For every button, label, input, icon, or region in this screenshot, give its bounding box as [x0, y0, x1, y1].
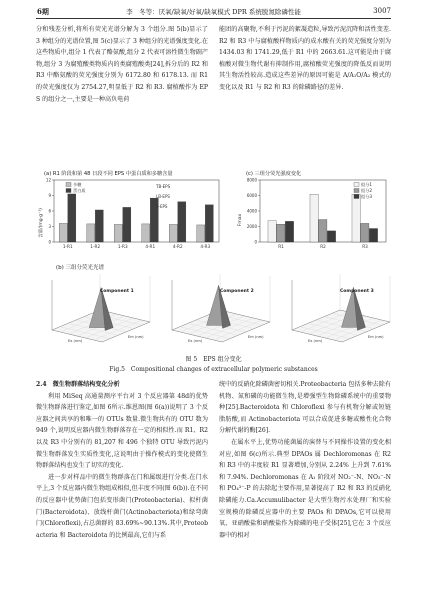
- bar-R3-组分1: [352, 194, 360, 242]
- em-axis-label: Em (nm): [368, 335, 384, 339]
- legend-label: 多糖: [73, 182, 82, 187]
- section-paragraph-2: 进一步对样品中的微生物群落在门和属级进行分类.在门水平上,3 个反应器内微生物组成相似,但丰度不同(图 6(b)).在不同的反应器中优势菌门包括变形菌门(Proteobacteria)、拟杆菌门(Bacteroidota)、放线杆菌门(Actinobacteriota)和绿弯菌门(Chloroflexi),占总菌群的 83.69%~90.13%.其中,Proteobacteria 和 Bacteroidota 的比例最高,它们与系: [36, 473, 208, 539]
- panel-b-label: (b) 三组分荧光光谱: [56, 265, 105, 271]
- bar-R3-组分2: [361, 223, 369, 242]
- bar-1-R1-多糖: [59, 223, 67, 242]
- intro-right-column: 能团的高聚物,不利于污泥的絮凝造粒,导致污泥沉降和活性变差.R2 和 R3 中与腐植酸样物质内的成水酸有关的荧光强度分别为 1434.03 和 1741.29,低于 R1 中的 2663.61.这可能是由于腐植酸对微生物代谢有抑制作用,腐植酸荧光强度的降低反而说明其生物活性较高.造成这些差异的原因可能是 A/A₁O/A₂ 模式的变化以及 R1 与 R2 和 R3 的除磷路径的差异.: [219, 26, 391, 91]
- y-tick-label: 6: [48, 208, 51, 214]
- y-tick-label: 9: [48, 193, 51, 198]
- x-tick-label: R3: [362, 244, 368, 249]
- em-axis-label: Em (nm): [248, 335, 264, 339]
- section-right-column: [219, 379, 391, 541]
- header-rule: [36, 18, 391, 19]
- y-tick-label: 4000: [246, 208, 257, 214]
- legend-label: 组分1: [361, 182, 373, 187]
- x-tick-label: R1: [278, 244, 284, 249]
- chart-c: [236, 168, 392, 260]
- component-label: Component 2: [220, 289, 254, 294]
- x-tick-label: 1-R1: [62, 244, 73, 249]
- bar-4-R2-多糖: [169, 224, 177, 242]
- ex-axis-label: Ex (nm): [308, 339, 323, 343]
- y-tick-label: 8000: [246, 177, 257, 183]
- bar-1-R1-蛋白质: [68, 194, 76, 242]
- running-header: [0, 0, 427, 22]
- bar-R3-组分3: [369, 229, 377, 242]
- x-tick-label: 4-R1: [145, 244, 156, 249]
- bar-1-R3-蛋白质: [123, 207, 131, 242]
- bar-1-R2-蛋白质: [95, 210, 103, 242]
- bar-R2-组分2: [319, 220, 327, 242]
- spectrum-panel: [292, 274, 390, 343]
- chart-a-title: (a) R1 阶段和第 48 日段不同 EPS 中蛋白质和多糖含量: [44, 171, 173, 177]
- legend-label: 组分2: [361, 188, 373, 193]
- spectrum-panel: [172, 274, 270, 343]
- bar-R2-组分3: [327, 231, 335, 242]
- legend-swatch: [354, 195, 359, 199]
- bar-R1-组分2: [277, 224, 285, 242]
- bar-4-R1-多糖: [142, 224, 150, 242]
- three-component-spectra: [36, 272, 392, 350]
- annotation: TB-EPS: [156, 184, 171, 189]
- figure-caption: Fig.5 Compositional changes of extracellular polymeric substances: [109, 366, 318, 373]
- legend-swatch: [66, 183, 71, 187]
- running-title: 李 冬等：厌氧/缺氧/好氧/缺氧模式 DPR 系统脱氮除磷性能: [126, 8, 301, 16]
- y-tick-label: 2000: [246, 224, 257, 229]
- x-tick-label: R2: [320, 244, 326, 249]
- annotation: S-EPS: [156, 204, 168, 209]
- chart-c-ylabel: Fmax: [238, 213, 243, 227]
- legend-swatch: [354, 183, 359, 187]
- bar-4-R3-多糖: [197, 225, 205, 242]
- x-tick-label: 4-R2: [172, 244, 183, 249]
- bar-4-R3-蛋白质: [205, 205, 213, 242]
- chart-a: [36, 168, 226, 260]
- component-label: Component 1: [100, 289, 134, 294]
- chart-c-plot-area: [247, 178, 386, 250]
- chart-c-title: (c) 三组分荧光强度变化: [246, 171, 302, 177]
- y-tick-label: 0: [254, 239, 257, 245]
- section-paragraph-3: 统中的反硝化除磷菌密切相关.Proteobacteria 包括多种去除有机物、氮和磷的功能微生物,是增强型生物除磷系统中的重要物种[25].Bacteroidota 和 Chloroflexi 参与有机物分解或短链脂肪酸,而 Actinobacteriota 可以合成促进多糖或酸性化合物分解代谢的酶[26].: [219, 381, 391, 435]
- y-tick-label: 12: [45, 177, 51, 183]
- bar-4-R2-蛋白质: [178, 202, 186, 242]
- intro-left-column: 分和残差分析,将所有荧光光谱分解为 3 个组分.图 5(b)显示了 3 种组分的光谱位置,图 5(c)显示了 3 种组分的光谱强度变化.在这些物质中,组分 1 代表了酪氨酸,组分 2 代表可溶性微生物副产物,组分 3 为腐殖酸类物质内的类腐殖酸类[24],拆分后的 R2 和 R3 中酪氨酸的荧光强度分别为 6172.80 和 6178.13. 而 R1 的荧光强度仅为 2754.27,明显低于 R2 和 R3. 腐植酸作为 EPS 的组分之一,主要是一种高负电荷: [36, 26, 208, 103]
- legend-swatch: [354, 189, 359, 193]
- bar-R1-组分3: [285, 221, 293, 242]
- component-label: Component 3: [340, 289, 374, 294]
- bar-1-R3-多糖: [114, 224, 122, 242]
- ex-axis-label: Ex (nm): [188, 339, 203, 343]
- chart-a-plot-area: [46, 178, 219, 250]
- x-tick-label: 1-R2: [90, 244, 101, 249]
- y-tick-label: 3: [48, 224, 51, 229]
- section-paragraph-1: 利用 MiSeq 高通量测序平台对 3 个反应器第 48d的优势微生物群落进行鉴定,如图 6所示.维恩图(图 6(a))说明了 3 个反应器之间共享的和唯一的 OTUs 数量.微生物共有的 OTU 数为 949 个,说明反应器内微生物群落存在一定的相似性.而 R1、R2 以及 R3 中分别有的 81,207 和 496 个独特 OTU 导致污泥内微生物群落发生实质性变化,这说明由于操作模式的变化使微生物群落结构也发生了切实的变化.: [36, 392, 208, 470]
- legend-label: 组分3: [361, 194, 373, 199]
- x-tick-label: 4-R3: [200, 244, 211, 249]
- section-left-column: [36, 379, 208, 541]
- annotation: LB-EPS: [156, 194, 170, 199]
- chart-a-ylabel: 含量/(mg·g⁻¹): [39, 208, 44, 238]
- em-axis-label: Em (nm): [128, 335, 144, 339]
- y-tick-label: 0: [48, 239, 51, 245]
- bar-R1-组分1: [268, 221, 276, 242]
- y-tick-label: 6000: [246, 193, 257, 198]
- issue-number: 6期: [37, 7, 49, 16]
- legend-swatch: [66, 189, 71, 193]
- legend-label: 蛋白质: [73, 188, 86, 193]
- ex-axis-label: Ex (nm): [68, 339, 83, 343]
- bar-1-R2-多糖: [87, 224, 95, 242]
- spectrum-panel: [52, 274, 150, 343]
- bar-R2-组分1: [310, 194, 318, 242]
- figure-title: 图 5 EPS 组分变化: [185, 356, 242, 363]
- section-heading: 2.4 微生物群落结构变化分析: [36, 381, 120, 388]
- section-paragraph-4: 在属水平上,优势功能菌属的演替与不同操作设置的变化相对应,如图 6(c)所示.典型 DPAOs 属 Dechloromonas 在 R2 和 R3 中的丰度较 R1 显著增加,分别从 2.24% 上升到 7.61% 和 7.94%. Dechloromonas 在 A₁ 阶段对 NO₂⁻-N、NO₃⁻-N 和 PO₄³⁻-P 的去除起主要作用,显著提高了 R2 和 R3 的反硝化除磷能力.Ca.Accumulibacter 是大型生物污水处理厂和实验室规模的除磷反应器中的主要 PAOs 和 DPAOs,它可以使用氧、亚硝酸盐和硝酸盐作为除磷的电子受体[25],它在 3 个反应器中的相对: [219, 438, 391, 539]
- page-number: 3007: [373, 7, 391, 15]
- x-tick-label: 1-R3: [117, 244, 128, 249]
